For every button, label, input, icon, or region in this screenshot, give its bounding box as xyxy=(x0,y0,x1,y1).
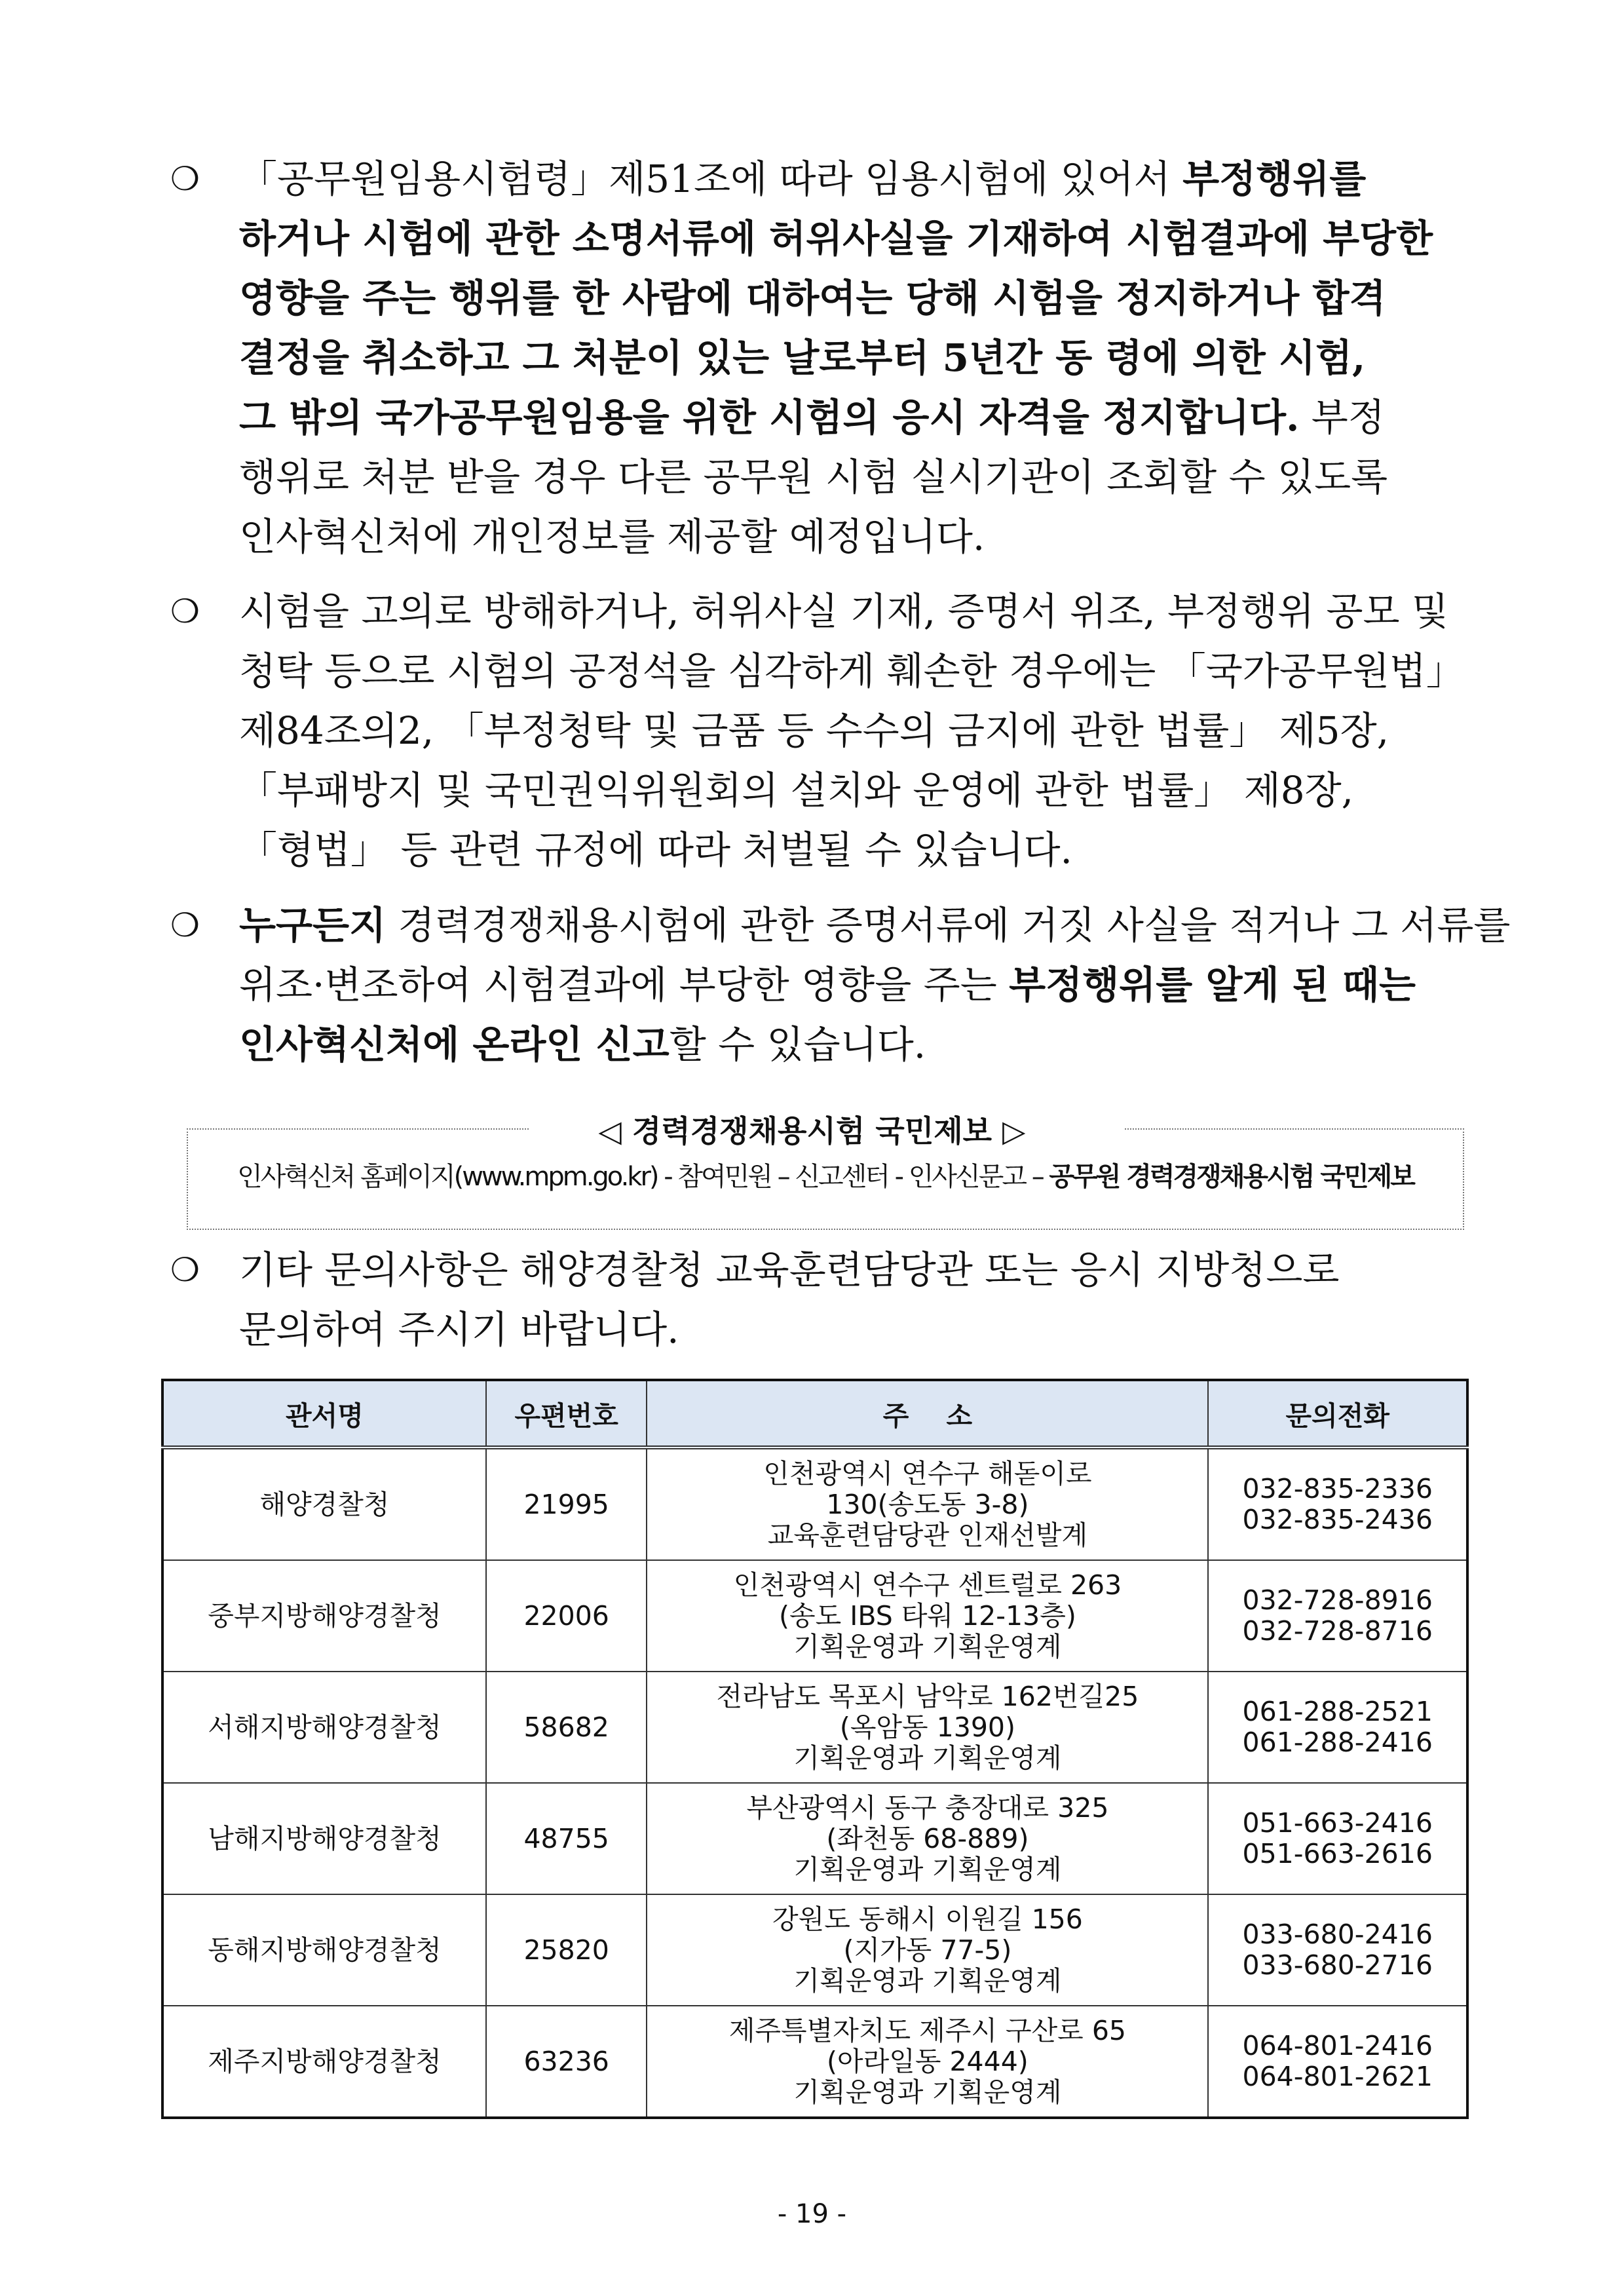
address-line: (송도 IBS 타워 12-13층) xyxy=(779,1599,1076,1632)
phone-number: 033-680-2416 xyxy=(1242,1919,1433,1950)
office-name-cell: 서해지방해양경찰청 xyxy=(162,1672,486,1783)
zip-cell: 58682 xyxy=(486,1672,647,1783)
paragraph-line xyxy=(239,896,1510,955)
address-line: 교육훈련담당관 인재선발계 xyxy=(767,1519,1088,1551)
paragraph-line xyxy=(239,1240,1339,1300)
table-row xyxy=(162,1783,1467,1894)
zip-cell: 21995 xyxy=(486,1447,647,1560)
text-segment: 인사혁신처에 온라인 신고 xyxy=(239,1022,670,1067)
header-zip: 우편번호 xyxy=(486,1380,647,1447)
address-cell xyxy=(647,1447,1208,1560)
report-title: ◁ 경력경쟁채용시험 국민제보 ▷ xyxy=(598,1113,1026,1149)
paragraph-line xyxy=(239,328,1365,388)
paragraph-line xyxy=(239,209,1433,269)
phone-cell xyxy=(1208,1560,1467,1672)
text-segment: 결정을 취소하고 그 처분이 있는 날로부터 5년간 동 령에 의한 시험, xyxy=(239,335,1366,380)
phone-number: 032-728-8716 xyxy=(1242,1615,1433,1647)
address-cell xyxy=(647,1672,1208,1783)
paragraph-line xyxy=(239,1015,926,1075)
office-contact-table xyxy=(161,1379,1469,2119)
zip-cell: 25820 xyxy=(486,1894,647,2006)
paragraph-line xyxy=(239,1300,679,1360)
phone-number: 064-801-2621 xyxy=(1242,2061,1433,2092)
address-line: 기획운영과 기획운영계 xyxy=(793,1630,1062,1662)
report-path: 인사혁신처 홈페이지(www.mpm.go.kr) - 참여민원 – 신고센터 - 인사신문고 – 공무원 경력경쟁채용시험 국민제보 xyxy=(237,1162,1414,1192)
phone-number: 032-835-2336 xyxy=(1242,1473,1433,1504)
address-line: 전라남도 목포시 남악로 162번길25 xyxy=(716,1680,1139,1712)
text-segment: 「공무원임용시험령」제51조에 따라 임용시험에 있어서 xyxy=(239,157,1183,201)
zip-cell: 48755 xyxy=(486,1783,647,1894)
address-line: (아라일동 2444) xyxy=(827,2045,1029,2077)
text-segment: 영향을 주는 행위를 한 사람에 대하여는 당해 시험을 정지하거나 합격 xyxy=(239,276,1386,320)
address-cell xyxy=(647,1783,1208,1894)
table-row xyxy=(162,2006,1467,2118)
address-cell xyxy=(647,2006,1208,2118)
office-name-cell: 남해지방해양경찰청 xyxy=(162,1783,486,1894)
address-line: (좌천동 68-889) xyxy=(826,1822,1029,1854)
paragraph-line xyxy=(239,641,1464,701)
text-segment: 인사혁신처에 개인정보를 제공할 예정입니다. xyxy=(239,514,985,559)
address-line: 제주특별자치도 제주시 구산로 65 xyxy=(728,2014,1126,2046)
zip-cell: 63236 xyxy=(486,2006,647,2118)
phone-cell xyxy=(1208,1783,1467,1894)
paragraph-line xyxy=(239,388,1385,448)
text-segment: 경력경쟁채용시험에 관한 증명서류에 거짓 사실을 적거나 그 서류를 xyxy=(386,903,1511,947)
phone-cell xyxy=(1208,1894,1467,2006)
paragraph-line xyxy=(239,820,1072,880)
phone-number: 064-801-2416 xyxy=(1242,2030,1433,2061)
paragraph-line xyxy=(239,582,1448,641)
header-address: 주 소 xyxy=(647,1380,1208,1447)
address-line: 인천광역시 연수구 센트럴로 263 xyxy=(733,1569,1122,1601)
phone-number: 033-680-2716 xyxy=(1242,1949,1433,1981)
text-segment: 할 수 있습니다. xyxy=(669,1022,926,1067)
table-row xyxy=(162,1672,1467,1783)
text-segment: 하거나 시험에 관한 소명서류에 허위사실을 기재하여 시험결과에 부당한 xyxy=(239,216,1433,261)
text-segment: 청탁 등으로 시험의 공정석을 심각하게 훼손한 경우에는 「국가공무원법」 xyxy=(239,649,1464,693)
address-line: (지가동 77-5) xyxy=(843,1934,1012,1966)
bullet-icon: ❍ xyxy=(170,906,200,944)
text-segment: 시험을 고의로 방해하거나, 허위사실 기재, 증명서 위조, 부정행위 공모 및 xyxy=(239,589,1449,634)
phone-number: 032-835-2436 xyxy=(1242,1504,1433,1535)
text-segment: 기타 문의사항은 해양경찰청 교육훈련담당관 또는 응시 지방청으로 xyxy=(239,1248,1340,1292)
text-segment: 그 밖의 국가공무원임용을 위한 시험의 응시 자격을 정지합니다. xyxy=(239,395,1300,440)
phone-number: 051-663-2616 xyxy=(1242,1838,1433,1869)
text-segment: 「부패방지 및 국민권익위원회의 설치와 운영에 관한 법률」 제8장, xyxy=(239,768,1354,813)
table-header-row xyxy=(162,1380,1467,1447)
table-row xyxy=(162,1894,1467,2006)
office-name-cell: 동해지방해양경찰청 xyxy=(162,1894,486,2006)
address-line: 부산광역시 동구 충장대로 325 xyxy=(746,1791,1109,1824)
text-segment: 제84조의2, 「부정청탁 및 금품 등 수수의 금지에 관한 법률」 제5장, xyxy=(239,708,1389,753)
address-cell xyxy=(647,1560,1208,1672)
text-segment: 부정 xyxy=(1299,395,1385,440)
address-line: 인천광역시 연수구 해돋이로 xyxy=(763,1457,1092,1489)
text-segment: 문의하여 주시기 바랍니다. xyxy=(239,1307,679,1352)
address-line: 기획운영과 기획운영계 xyxy=(793,1742,1062,1774)
paragraph-line xyxy=(239,761,1353,820)
zip-cell: 22006 xyxy=(486,1560,647,1672)
table-row xyxy=(162,1560,1467,1672)
paragraph-line xyxy=(239,448,1388,507)
text-segment: 부정행위를 알게 된 때는 xyxy=(1009,963,1416,1007)
phone-cell xyxy=(1208,1672,1467,1783)
office-name-cell: 해양경찰청 xyxy=(162,1447,486,1560)
phone-number: 051-663-2416 xyxy=(1242,1807,1433,1839)
phone-cell xyxy=(1208,1447,1467,1560)
text-segment: 위조·변조하여 시험결과에 부당한 영향을 주는 xyxy=(239,963,1010,1007)
address-line: 기획운영과 기획운영계 xyxy=(793,1964,1062,1997)
page-number: - 19 - xyxy=(777,2199,847,2229)
table-row xyxy=(162,1447,1467,1560)
phone-number: 061-288-2521 xyxy=(1242,1696,1433,1727)
office-name-cell: 중부지방해양경찰청 xyxy=(162,1560,486,1672)
paragraph-line xyxy=(239,955,1416,1015)
text-segment: 「형법」 등 관련 규정에 따라 처벌될 수 있습니다. xyxy=(239,828,1072,872)
text-segment: 부정행위를 xyxy=(1182,157,1367,201)
phone-cell xyxy=(1208,2006,1467,2118)
address-line: (옥암동 1390) xyxy=(839,1711,1016,1743)
header-phone: 문의전화 xyxy=(1208,1380,1467,1447)
bullet-icon: ❍ xyxy=(170,1251,200,1289)
bullet-icon: ❍ xyxy=(170,592,200,630)
paragraph-line xyxy=(239,149,1366,209)
text-segment: 행위로 처분 받을 경우 다른 공무원 시험 실시기관이 조회할 수 있도록 xyxy=(239,455,1388,499)
text-segment: 누구든지 xyxy=(239,903,387,947)
paragraph-line xyxy=(239,507,985,567)
address-line: 기획운영과 기획운영계 xyxy=(793,2076,1062,2108)
address-line: 강원도 동해시 이원길 156 xyxy=(772,1903,1083,1935)
phone-number: 032-728-8916 xyxy=(1242,1584,1433,1616)
address-cell xyxy=(647,1894,1208,2006)
header-office-name: 관서명 xyxy=(162,1380,486,1447)
address-line: 130(송도동 3-8) xyxy=(826,1488,1029,1520)
bullet-icon: ❍ xyxy=(170,160,200,198)
phone-number: 061-288-2416 xyxy=(1242,1727,1433,1758)
address-line: 기획운영과 기획운영계 xyxy=(793,1853,1062,1885)
office-name-cell: 제주지방해양경찰청 xyxy=(162,2006,486,2118)
paragraph-line xyxy=(239,269,1386,328)
paragraph-line xyxy=(239,701,1389,761)
